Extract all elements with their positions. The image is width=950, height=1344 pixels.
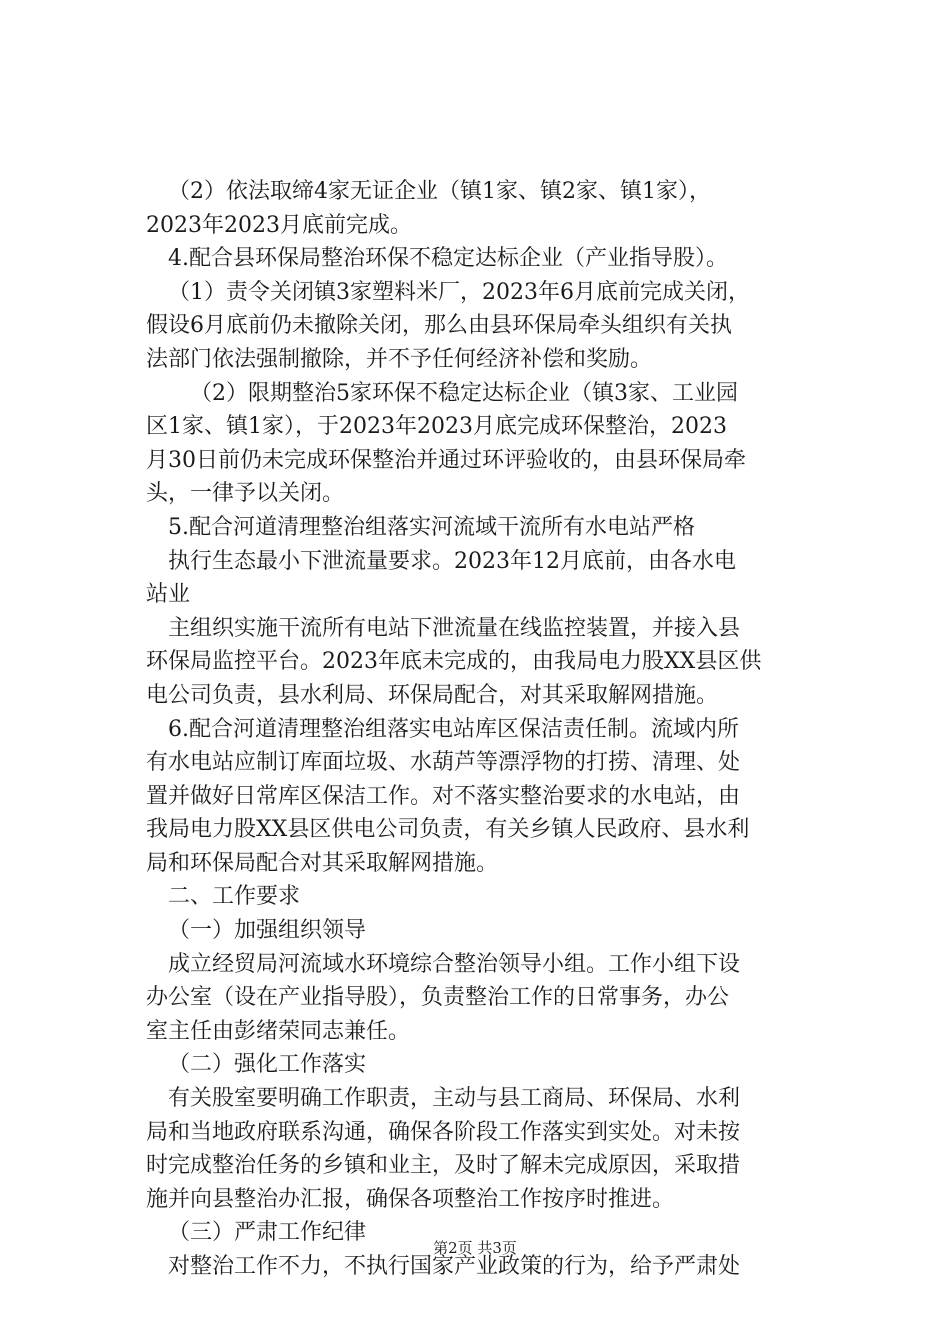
text-line: （2）依法取缔4家无证企业（镇1家、镇2家、镇1家），: [168, 179, 711, 204]
text-line: 头，一律予以关闭。: [146, 481, 345, 507]
text-line: 5.配合河道清理整治组落实河流域干流所有水电站严格: [168, 514, 695, 540]
text-line: 4.配合县环保局整治环保不稳定达标企业（产业指导股）。: [168, 246, 728, 272]
text-line: 电公司负责，县水利局、环保局配合，对其采取解网措施。: [146, 682, 719, 708]
text-line: 2023年2023月底前完成。: [146, 212, 412, 238]
section-heading: 二、工作要求: [168, 884, 301, 910]
text-line: 办公室（设在产业指导股），负责整治工作的日常事务，办公: [146, 985, 730, 1011]
text-line: 时完成整治任务的乡镇和业主，及时了解未完成原因，采取措: [146, 1153, 741, 1179]
text-line: 我局电力股XX县区供电公司负责，有关乡镇人民政府、县水利: [146, 817, 750, 843]
text-line: （2）限期整治5家环保不稳定达标企业（镇3家、工业园: [190, 380, 738, 406]
subsection-heading: （一）加强组织领导: [168, 918, 367, 944]
text-line: 执行生态最小下泄流量要求。2023年12月底前，由各水电: [168, 548, 736, 574]
text-line: 法部门依法强制撤除，并不予任何经济补偿和奖励。: [146, 346, 653, 372]
text-line: （1）责令关闭镇3家塑料米厂，2023年6月底前完成关闭，: [168, 279, 750, 305]
text-line: 月30日前仍未完成环保整治并通过环评验收的，由县环保局牵: [146, 447, 746, 473]
text-line: 室主任由彭绪荣同志兼任。: [146, 1018, 411, 1044]
text-line: 局和环保局配合对其采取解网措施。: [146, 850, 499, 876]
subsection-heading: （二）强化工作落实: [168, 1052, 367, 1078]
text-line: 有水电站应制订库面垃圾、水葫芦等漂浮物的打捞、清理、处: [146, 750, 741, 776]
text-line: 环保局监控平台。2023年底未完成的，由我局电力股XX县区供: [146, 649, 762, 675]
text-line: 局和当地政府联系沟通，确保各阶段工作落实到实处。对未按: [146, 1119, 741, 1145]
text-line: 有关股室要明确工作职责，主动与县工商局、环保局、水利: [168, 1086, 741, 1112]
text-line: 成立经贸局河流域水环境综合整治领导小组。工作小组下设: [168, 951, 741, 977]
text-line: 施并向县整治办汇报，确保各项整治工作按序时推进。: [146, 1186, 675, 1212]
text-line: 假设6月底前仍未撤除关闭，那么由县环保局牵头组织有关执: [146, 313, 732, 339]
text-line: 区1家、镇1家），于2023年2023月底完成环保整治，2023: [146, 414, 727, 440]
subsection-heading: （三）严肃工作纪律: [168, 1220, 367, 1246]
text-line: 主组织实施干流所有电站下泄流量在线监控装置，并接入县: [168, 615, 741, 641]
text-line: 6.配合河道清理整治组落实电站库区保洁责任制。流域内所: [168, 716, 739, 742]
text-line: 置并做好日常库区保洁工作。对不落实整治要求的水电站，由: [146, 783, 741, 809]
page-footer: 第2页 共3页: [433, 1239, 517, 1257]
document-body: [146, 175, 826, 1284]
text-line: 对整治工作不力，不执行国家产业政策的行为，给予严肃处: [168, 1254, 741, 1279]
text-line: 站业: [146, 582, 191, 608]
